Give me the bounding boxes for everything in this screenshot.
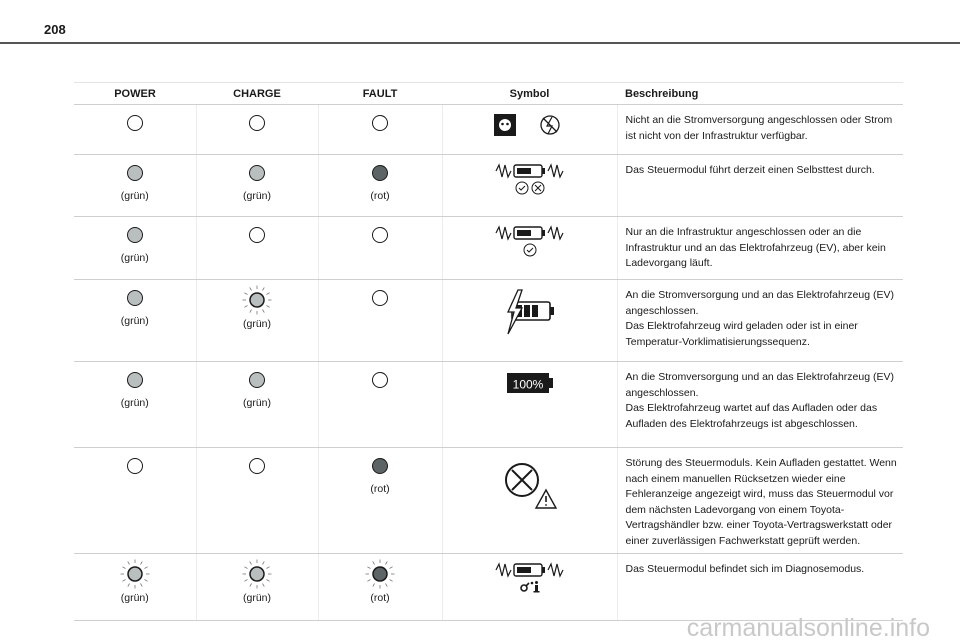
fault-led-cell bbox=[318, 155, 442, 217]
header-charge: CHARGE bbox=[196, 83, 318, 105]
power-led-cell bbox=[74, 554, 196, 621]
symbol-cell bbox=[442, 554, 617, 621]
cable-battery-check-cross-icons bbox=[494, 163, 566, 197]
power-led-on-icon bbox=[127, 227, 143, 243]
description-cell: An die Stromversorgung und an das Elektrofahrzeug (EV) angeschlossen. Das Elektrofahrzeug wird geladen oder ist in einer Temperatur-Vorklimatisierungssequenz. bbox=[617, 280, 903, 362]
charge-led-blinking-icon bbox=[242, 559, 272, 589]
table-row bbox=[74, 155, 903, 217]
power-led-off-icon bbox=[127, 458, 143, 474]
description-cell: Das Steuermodul führt derzeit einen Selbsttest durch. bbox=[617, 155, 903, 217]
charge-led-cell bbox=[196, 448, 318, 554]
fault-led-off-icon bbox=[372, 290, 388, 306]
power-led-label: (grün) bbox=[120, 592, 149, 604]
power-led-on-icon bbox=[127, 290, 143, 306]
power-led-off-icon bbox=[127, 115, 143, 131]
charge-led-cell bbox=[196, 105, 318, 155]
charge-led-cell bbox=[196, 217, 318, 280]
power-led-cell bbox=[74, 105, 196, 155]
status-table bbox=[74, 82, 903, 621]
header-fault: FAULT bbox=[318, 83, 442, 105]
fault-led-off-icon bbox=[372, 227, 388, 243]
symbol-cell bbox=[442, 105, 617, 155]
cable-battery-check-icons bbox=[494, 225, 566, 259]
power-led-label: (grün) bbox=[120, 252, 149, 264]
table-row bbox=[74, 105, 903, 155]
fault-warning-icon bbox=[498, 456, 562, 512]
symbol-cell bbox=[442, 280, 617, 362]
power-led-label: (grün) bbox=[120, 190, 149, 202]
power-led-cell bbox=[74, 217, 196, 280]
fault-led-cell bbox=[318, 362, 442, 448]
charge-led-off-icon bbox=[249, 227, 265, 243]
charge-led-label: (grün) bbox=[242, 318, 271, 330]
power-led-on-icon bbox=[127, 372, 143, 388]
power-led-cell bbox=[74, 362, 196, 448]
table-header-row bbox=[74, 83, 903, 105]
fault-led-cell bbox=[318, 217, 442, 280]
charge-led-off-icon bbox=[249, 115, 265, 131]
symbol-cell bbox=[442, 217, 617, 280]
header-description: Beschreibung bbox=[617, 83, 903, 105]
header-rule bbox=[0, 42, 960, 44]
power-led-cell bbox=[74, 155, 196, 217]
symbol-cell bbox=[442, 155, 617, 217]
header-symbol: Symbol bbox=[442, 83, 617, 105]
charge-led-cell bbox=[196, 554, 318, 621]
symbol-cell bbox=[442, 448, 617, 554]
description-cell: An die Stromversorgung und an das Elektrofahrzeug (EV) angeschlossen. Das Elektrofahrzeug wartet auf das Aufladen oder das Aufladen des Elektrofahrzeugs ist abgeschlossen. bbox=[617, 362, 903, 448]
battery-percent-text: 100% bbox=[512, 377, 543, 392]
charge-led-label: (grün) bbox=[242, 190, 271, 202]
symbol-cell bbox=[442, 362, 617, 448]
fault-led-blinking-icon bbox=[365, 559, 395, 589]
fault-led-on-icon bbox=[372, 458, 388, 474]
charge-led-cell bbox=[196, 362, 318, 448]
charging-battery-icon bbox=[498, 288, 562, 336]
plug-and-no-power-icons bbox=[490, 113, 570, 137]
fault-led-label: (rot) bbox=[370, 483, 390, 495]
description-cell: Nicht an die Stromversorgung angeschlossen oder Strom ist nicht von der Infrastruktur verfügbar. bbox=[617, 105, 903, 155]
charge-led-on-icon bbox=[249, 372, 265, 388]
description-cell: Nur an die Infrastruktur angeschlossen oder an die Infrastruktur und an das Elektrofahrzeug (EV), aber kein Ladevorgang läuft. bbox=[617, 217, 903, 280]
charge-led-off-icon bbox=[249, 458, 265, 474]
fault-led-cell bbox=[318, 105, 442, 155]
fault-led-label: (rot) bbox=[370, 190, 390, 202]
table-row bbox=[74, 280, 903, 362]
header-power: POWER bbox=[74, 83, 196, 105]
description-cell: Das Steuermodul befindet sich im Diagnosemodus. bbox=[617, 554, 903, 621]
page-number: 208 bbox=[44, 22, 66, 37]
fault-led-off-icon bbox=[372, 372, 388, 388]
diagnostic-mode-icon bbox=[494, 562, 566, 596]
charge-led-cell bbox=[196, 155, 318, 217]
power-led-on-icon bbox=[127, 165, 143, 181]
fault-led-cell bbox=[318, 280, 442, 362]
charge-led-blinking-icon bbox=[242, 285, 272, 315]
watermark: carmanualsonline.info bbox=[686, 614, 930, 640]
power-led-label: (grün) bbox=[120, 315, 149, 327]
charge-led-on-icon bbox=[249, 165, 265, 181]
table-row bbox=[74, 448, 903, 554]
battery-full-icon bbox=[505, 370, 555, 396]
fault-led-cell bbox=[318, 554, 442, 621]
description-cell: Störung des Steuermoduls. Kein Aufladen gestattet. Wenn nach einem manuellen Rücksetzen wieder eine Fehleranzeige angezeigt wird, muss das Steuermodul vor dem nächsten Ladevorgang von einem Toyota-Vertragshändler bzw. einer Toyota-Vertragswerkstatt oder einer zuverlässigen Fachwerkstatt geprüft werden. bbox=[617, 448, 903, 554]
table-row bbox=[74, 217, 903, 280]
power-led-cell bbox=[74, 448, 196, 554]
charge-led-label: (grün) bbox=[242, 397, 271, 409]
fault-led-cell bbox=[318, 448, 442, 554]
charge-led-cell bbox=[196, 280, 318, 362]
table-body bbox=[74, 105, 903, 621]
power-led-blinking-icon bbox=[120, 559, 150, 589]
charge-led-label: (grün) bbox=[242, 592, 271, 604]
table-row bbox=[74, 362, 903, 448]
power-led-cell bbox=[74, 280, 196, 362]
table-row bbox=[74, 554, 903, 621]
power-led-label: (grün) bbox=[120, 397, 149, 409]
fault-led-off-icon bbox=[372, 115, 388, 131]
fault-led-label: (rot) bbox=[370, 592, 390, 604]
fault-led-on-icon bbox=[372, 165, 388, 181]
